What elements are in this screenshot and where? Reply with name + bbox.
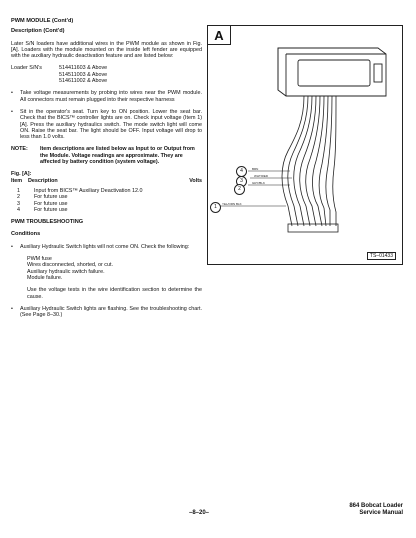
check-list bbox=[11, 256, 202, 300]
table-row: 1 Input from BICS™ Auxiliary Deactivation 12.0 bbox=[17, 187, 143, 194]
page-number: –8–20– bbox=[189, 510, 210, 516]
troubleshooting-heading: PWM TROUBLESHOOTING bbox=[11, 219, 84, 226]
conditions-heading: Conditions bbox=[11, 231, 41, 238]
footer-model: 864 Bobcat Loader bbox=[349, 503, 403, 509]
section-heading: PWM MODULE (Cont'd) bbox=[11, 18, 74, 24]
svg-text:WHT/RED: WHT/RED bbox=[254, 174, 268, 178]
condition-item: • Auxiliary Hydraulic Switch lights are flashing. See the troubleshooting chart. (See Page 8–30.) bbox=[11, 305, 202, 319]
serial-item: 514411603 & Above bbox=[59, 65, 108, 72]
pwm-module-illustration bbox=[208, 26, 404, 266]
callout-4: 4 bbox=[236, 166, 247, 177]
footer-manual: Service Manual bbox=[359, 510, 403, 516]
ts-code: TS–01433 bbox=[367, 252, 396, 260]
sub-heading: Description (Cont'd) bbox=[11, 28, 65, 35]
table-row: 2 For future use bbox=[17, 194, 68, 201]
note-block bbox=[11, 146, 202, 165]
note-text: Item descriptions are listed below as Input to or Output from the Module. Voltage readings are approximate. They are affected by battery condition (system voltage). bbox=[40, 146, 195, 166]
wire-harness-icon bbox=[282, 96, 338, 232]
bullet-item: • Take voltage measurements by probing into wires near the PWM module. All connectors must remain plugged into their respective harness bbox=[11, 90, 202, 103]
note-label: NOTE: bbox=[11, 146, 28, 153]
serial-item: 514611002 & Above bbox=[59, 78, 108, 85]
serial-item: 514511003 & Above bbox=[59, 71, 108, 78]
condition-item: • Auxiliary Hydraulic Switch lights will not come ON. Check the following: bbox=[11, 243, 190, 250]
check-note: Use the voltage tests in the wire identification section to determine the cause. bbox=[27, 287, 202, 300]
pwm-module-icon bbox=[278, 48, 386, 96]
footer-title bbox=[349, 503, 403, 517]
list-item: Module failure. bbox=[27, 274, 63, 281]
callout-2: 2 bbox=[234, 184, 245, 195]
bullet-icon: • bbox=[11, 243, 13, 250]
svg-text:GRY/BLK: GRY/BLK bbox=[252, 181, 265, 185]
list-item: PWM fuse bbox=[27, 256, 52, 263]
svg-text:YEL/ORN BLK: YEL/ORN BLK bbox=[222, 202, 242, 206]
callout-1: 1 bbox=[210, 202, 221, 213]
list-item: Wires disconnected, shorted, or cut. bbox=[27, 262, 113, 269]
bullet-item: • Sit in the operator's seat. Turn key to ON position. Lower the seat bar. Check that the BICS™ controller lights are on. Check input voltage (Item 1) [A]. Press the auxiliary hydraulics switch. The mode switch light will come ON. Raise the seat bar. The light should be OFF. Input voltage will drop to less than 1.0 volts. bbox=[11, 108, 202, 141]
bullet-icon: • bbox=[11, 90, 13, 97]
callout-3: 3 bbox=[236, 176, 247, 187]
intro-paragraph: Later S/N loaders have additional wires in the PWM module as shown in Fig. [A]. Loaders with the module mounted on the inside left fender are equipped with the auxiliary hydraulic deactivation feature and are listed below: bbox=[11, 40, 202, 60]
serial-label: Loader S/N's bbox=[11, 65, 42, 72]
table-row: 4 For future use bbox=[17, 206, 68, 213]
table-row: 3 For future use bbox=[17, 200, 68, 207]
svg-text:BRN: BRN bbox=[252, 167, 259, 171]
figure-a bbox=[207, 25, 403, 265]
list-item: Auxiliary hydraulic switch failure. bbox=[27, 268, 105, 275]
bullet-icon: • bbox=[11, 108, 13, 115]
fig-reference: Fig. [A]: bbox=[11, 171, 32, 178]
bullet-icon: • bbox=[11, 305, 13, 312]
figure-label: A bbox=[208, 26, 231, 45]
table-header: Item Description Volts bbox=[11, 177, 202, 184]
left-column bbox=[11, 18, 202, 318]
